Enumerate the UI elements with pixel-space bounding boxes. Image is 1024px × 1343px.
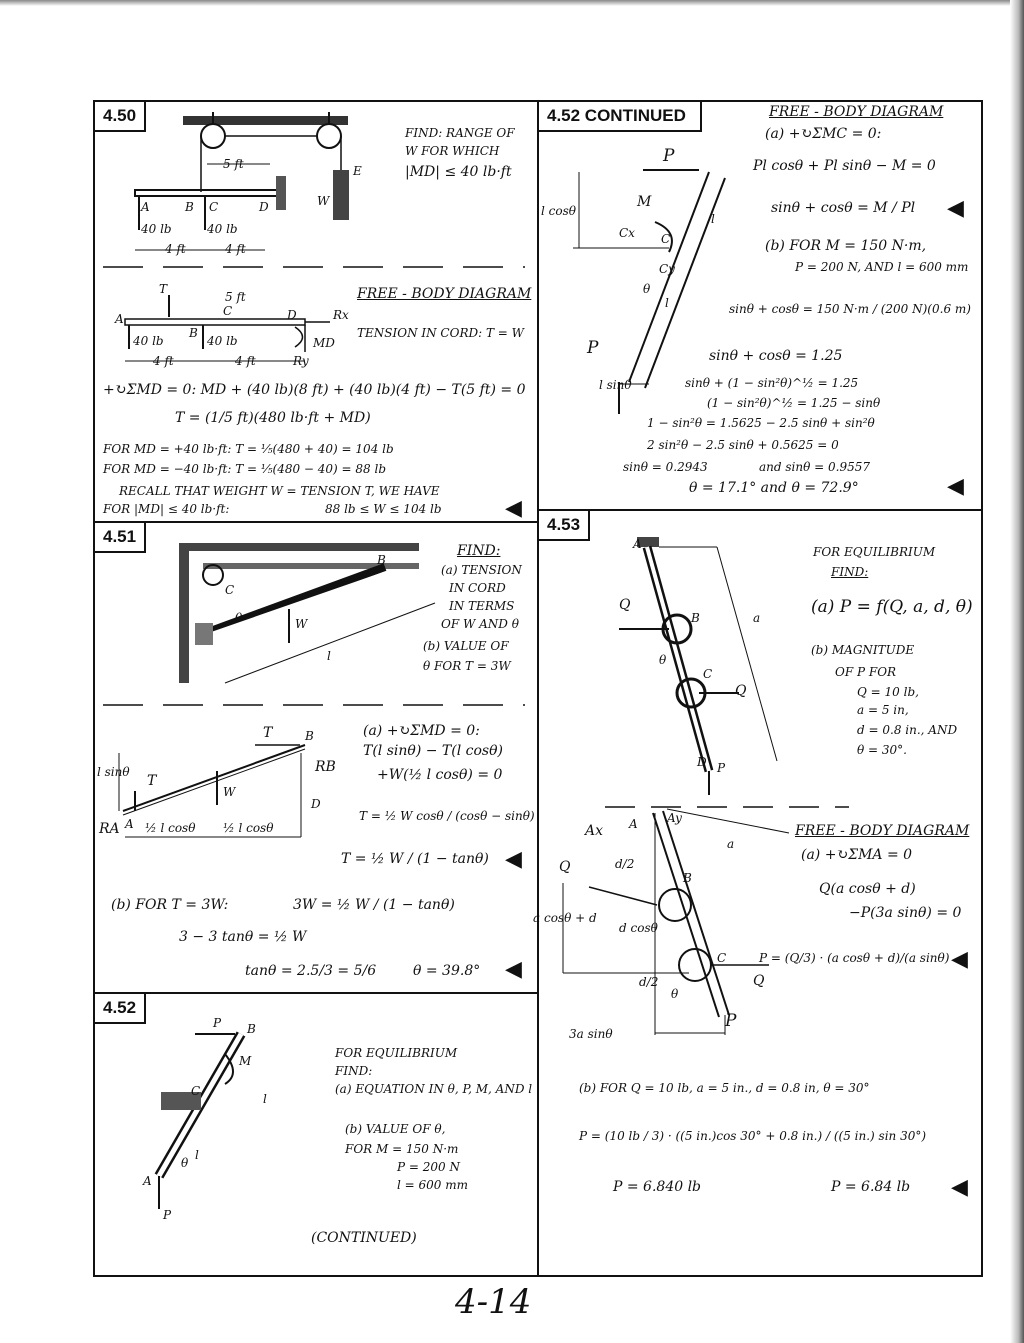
find-line-5: OF P FOR <box>835 665 897 679</box>
fbd-c: C <box>661 232 671 246</box>
answer-marker-a: ◀ <box>505 847 522 872</box>
fig-label-d: D <box>259 200 269 214</box>
eq-8: sinθ + (1 − sin²θ)^½ = 1.25 <box>685 376 859 390</box>
answer-marker-a: ◀ <box>951 947 968 972</box>
answer-marker: ◀ <box>505 496 522 521</box>
find-line-4: (b) MAGNITUDE <box>811 643 915 657</box>
eq-b-3: 3 − 3 tanθ = ½ W <box>179 929 307 945</box>
fbd-acos: a cosθ + d <box>533 911 597 925</box>
eq-2: Pl cosθ + Pl sinθ − M = 0 <box>753 158 936 174</box>
fbd-theta: θ <box>671 987 679 1001</box>
fbd-d-half-bottom: d/2 <box>639 975 659 989</box>
panel-4-51 <box>93 521 539 994</box>
eq-1: (a) +↻ΣMC = 0: <box>765 126 882 142</box>
eq-case-minus: FOR MD = −40 lb·ft: T = ⅕(480 − 40) = 88 lb <box>103 462 387 476</box>
tension-note: TENSION IN CORD: T = W <box>357 326 524 340</box>
find-line-2: FIND: <box>335 1064 373 1078</box>
problem-number: 4.51 <box>95 523 146 553</box>
fig-label-a: A <box>141 200 150 214</box>
fig-a: A <box>633 537 642 551</box>
answer-marker-a: ◀ <box>947 196 964 221</box>
answer-marker-b: ◀ <box>505 957 522 982</box>
eq-4: (b) FOR M = 150 N·m, <box>765 238 927 254</box>
panel-4-50 <box>93 100 539 523</box>
problem-number: 4.52 <box>95 994 146 1024</box>
fig-load-c: 40 lb <box>207 222 238 236</box>
panel-4-52 <box>93 992 539 1277</box>
fbd-ry: Ry <box>293 354 309 368</box>
eq-b-4: tanθ = 2.5/3 = 5/6 <box>245 963 377 979</box>
scan-top-edge <box>0 0 1024 6</box>
eq-4: P = (Q/3) · (a cosθ + d)/(a sinθ) <box>759 951 950 965</box>
find-line-1: FOR EQUILIBRIUM <box>335 1046 458 1060</box>
find-line-6: (b) VALUE OF <box>423 639 509 653</box>
eq-3: sinθ + cosθ = M / Pl <box>771 200 916 216</box>
eq-9: (1 − sin²θ)^½ = 1.25 − sinθ <box>707 396 881 410</box>
fbd-rx: Rx <box>333 308 349 322</box>
fig-c: C <box>191 1084 201 1098</box>
find-line-7: a = 5 in, <box>857 703 909 717</box>
fig-l1: l <box>263 1092 267 1106</box>
fbd-4-53 <box>549 803 799 1063</box>
eq-a-4: T = ½ W cosθ / (cosθ − sinθ) <box>359 809 535 823</box>
fbd-l1: l <box>711 212 715 226</box>
fbd-lsin: l sinθ <box>97 765 130 779</box>
answer-marker-b: ◀ <box>947 474 964 499</box>
fbd-lsin: l sinθ <box>599 378 632 392</box>
fbd-theta: θ <box>643 282 651 296</box>
fbd-d: D <box>287 308 297 322</box>
fbd-ra: RA <box>99 821 120 837</box>
fig-label-e: E <box>353 164 362 178</box>
fbd-a: A <box>629 817 638 831</box>
fig-b: B <box>247 1022 256 1036</box>
eq-b-2: P = (10 lb / 3) · ((5 in.)cos 30° + 0.8 in.) / ((5 in.) sin 30°) <box>579 1129 927 1143</box>
eq-3: −P(3a sinθ) = 0 <box>849 905 962 921</box>
eq-12b: and sinθ = 0.9557 <box>759 460 870 474</box>
find-line-3: (a) P = f(Q, a, d, θ) <box>811 597 973 617</box>
fig-dist-2: 4 ft <box>225 242 246 256</box>
fig-label-c: C <box>225 583 235 597</box>
eq-b-1: (b) FOR Q = 10 lb, a = 5 in., d = 0.8 in, θ = 30° <box>579 1081 870 1095</box>
answer-marker-b: ◀ <box>951 1175 968 1200</box>
find-line-6: P = 200 N <box>397 1160 460 1174</box>
continued-note: (CONTINUED) <box>311 1230 417 1246</box>
fbd-q-right: Q <box>753 973 765 989</box>
fbd-top-dim: 5 ft <box>225 290 246 304</box>
fig-label-b: B <box>377 553 386 567</box>
fbd-a: A <box>125 817 134 831</box>
fbd-cx: Cx <box>619 226 635 240</box>
eq-1: (a) +↻ΣMA = 0 <box>801 847 913 863</box>
eq-result: 88 lb ≤ W ≤ 104 lb <box>325 502 442 516</box>
eq-tension: T = (1/5 ft)(480 lb·ft + MD) <box>175 410 371 426</box>
find-line-8: d = 0.8 in., AND <box>857 723 958 737</box>
find-line-3: (a) EQUATION IN θ, P, M, AND l <box>335 1082 533 1096</box>
fbd-q-left: Q <box>559 859 571 875</box>
fig-p-top: P <box>213 1016 222 1030</box>
fig-d: D <box>697 755 707 769</box>
fbd-c: C <box>717 951 727 965</box>
find-line-3: |MD| ≤ 40 lb·ft <box>405 164 512 180</box>
fbd-d: D <box>311 797 321 811</box>
fbd-w: W <box>223 785 236 799</box>
fig-label-w: W <box>295 617 308 631</box>
find-line-2: W FOR WHICH <box>405 144 500 158</box>
find-line-1: FIND: <box>457 543 501 559</box>
fig-label-w: W <box>317 194 330 208</box>
eq-result-cond: FOR |MD| ≤ 40 lb·ft: <box>103 502 230 516</box>
fig-a-dim: a <box>753 611 761 625</box>
page-number: 4-14 <box>455 1282 532 1322</box>
find-line-7: l = 600 mm <box>397 1178 468 1192</box>
eq-11: 2 sin²θ − 2.5 sinθ + 0.5625 = 0 <box>647 438 839 452</box>
panel-4-53 <box>533 509 983 1277</box>
fbd-lcos: l cosθ <box>541 204 576 218</box>
fig-q-left: Q <box>619 597 631 613</box>
fbd-cy: Cy <box>659 262 675 276</box>
eq-moment: +↻ΣMD = 0: MD + (40 lb)(8 ft) + (40 lb)(4 ft) − T(5 ft) = 0 <box>103 382 526 398</box>
fig-label-c: C <box>209 200 219 214</box>
fig-m: M <box>239 1054 252 1068</box>
fbd-4-52c <box>559 152 759 412</box>
eq-b-1: (b) FOR T = 3W: <box>111 897 229 913</box>
fbd-half-2: ½ l cosθ <box>223 821 274 835</box>
fig-label-b: B <box>185 200 194 214</box>
eq-b-3: P = 6.840 lb <box>613 1179 702 1195</box>
eq-b-2: 3W = ½ W / (1 − tanθ) <box>293 897 455 913</box>
eq-5: P = 200 N, AND l = 600 mm <box>795 260 969 274</box>
fbd-dist-1: 4 ft <box>153 354 174 368</box>
problem-number: 4.50 <box>95 102 146 132</box>
figure-4-52 <box>145 1014 345 1214</box>
eq-a-5: T = ½ W / (1 − tanθ) <box>341 851 489 867</box>
fbd-t: T <box>159 282 168 296</box>
fig-dim-5ft: 5 ft <box>223 157 244 171</box>
fbd-b: B <box>683 871 692 885</box>
eq-a-2: T(l sinθ) − T(l cosθ) <box>363 743 503 759</box>
fbd-md: MD <box>313 336 335 350</box>
eq-2: Q(a cosθ + d) <box>819 881 916 897</box>
fbd-ay: Ay <box>667 811 682 825</box>
fig-b: B <box>691 611 700 625</box>
find-line-7: θ FOR T = 3W <box>423 659 511 673</box>
fbd-m: M <box>637 194 652 210</box>
eq-b-5: θ = 39.8° <box>413 963 481 979</box>
fbd-b: B <box>305 729 314 743</box>
eq-recall: RECALL THAT WEIGHT W = TENSION T, WE HAVE <box>119 484 440 498</box>
fbd-b: B <box>189 326 198 340</box>
fig-p-bottom: P <box>163 1208 172 1222</box>
fig-theta: θ <box>181 1156 189 1170</box>
fig-c: C <box>703 667 713 681</box>
fbd-asin: 3a sinθ <box>569 1027 613 1041</box>
fbd-p: P <box>725 1011 737 1031</box>
fbd-p-top: P <box>663 146 675 166</box>
fbd-load-1: 40 lb <box>133 334 164 348</box>
fig-p: P <box>717 761 726 775</box>
figure-4-53 <box>599 531 859 801</box>
find-line-9: θ = 30°. <box>857 743 907 757</box>
find-line-6: Q = 10 lb, <box>857 685 919 699</box>
fbd-dcos: d cosθ <box>619 921 658 935</box>
panel-4-52-continued <box>537 100 983 511</box>
fig-label-theta: θ <box>235 611 243 625</box>
find-line-2: (a) TENSION <box>441 563 522 577</box>
find-line-4: IN TERMS <box>449 599 515 613</box>
fbd-d-half-top: d/2 <box>615 857 635 871</box>
eq-13: θ = 17.1° and θ = 72.9° <box>689 480 859 496</box>
find-line-2: FIND: <box>831 565 869 579</box>
eq-case-plus: FOR MD = +40 lb·ft: T = ⅕(480 + 40) = 104 lb <box>103 442 394 456</box>
fig-label-l: l <box>327 649 331 663</box>
fig-l2: l <box>195 1148 199 1162</box>
scan-right-edge <box>1010 0 1024 1343</box>
fbd-title: FREE - BODY DIAGRAM <box>357 286 532 302</box>
find-line-3: IN CORD <box>449 581 506 595</box>
find-line-1: FIND: RANGE OF <box>405 126 515 140</box>
fig-dist-1: 4 ft <box>165 242 186 256</box>
fbd-c: C <box>223 304 233 318</box>
fbd-t: T <box>263 725 273 741</box>
find-line-5: OF W AND θ <box>441 617 519 631</box>
eq-6: sinθ + cosθ = 150 N·m / (200 N)(0.6 m) <box>729 302 971 316</box>
fbd-p-bottom: P <box>587 338 599 358</box>
eq-a-3: +W(½ l cosθ) = 0 <box>377 767 503 783</box>
eq-b-4: P = 6.84 lb <box>831 1179 911 1195</box>
problem-number: 4.53 <box>539 511 590 541</box>
problem-number: 4.52 CONTINUED <box>539 102 702 132</box>
fbd-half-1: ½ l cosθ <box>145 821 196 835</box>
fbd-ax: Ax <box>585 823 604 839</box>
fbd-load-2: 40 lb <box>207 334 238 348</box>
fbd-l2: l <box>665 296 669 310</box>
fbd-a-dim: a <box>727 837 735 851</box>
fbd-t2: T <box>147 773 157 789</box>
eq-7: sinθ + cosθ = 1.25 <box>709 348 843 364</box>
fig-q-right: Q <box>735 683 747 699</box>
find-line-5: FOR M = 150 N·m <box>345 1142 459 1156</box>
fbd-dist-2: 4 ft <box>235 354 256 368</box>
fig-theta: θ <box>659 653 667 667</box>
fbd-title: FREE - BODY DIAGRAM <box>769 104 944 120</box>
eq-12a: sinθ = 0.2943 <box>623 460 708 474</box>
fbd-a: A <box>115 312 124 326</box>
eq-a-1: (a) +↻ΣMD = 0: <box>363 723 480 739</box>
fig-load-b: 40 lb <box>141 222 172 236</box>
fbd-rb: RB <box>315 759 336 775</box>
fbd-title: FREE - BODY DIAGRAM <box>795 823 970 839</box>
fig-a: A <box>143 1174 152 1188</box>
eq-10: 1 − sin²θ = 1.5625 − 2.5 sinθ + sin²θ <box>647 416 875 430</box>
find-line-1: FOR EQUILIBRIUM <box>813 545 936 559</box>
find-line-4: (b) VALUE OF θ, <box>345 1122 446 1136</box>
